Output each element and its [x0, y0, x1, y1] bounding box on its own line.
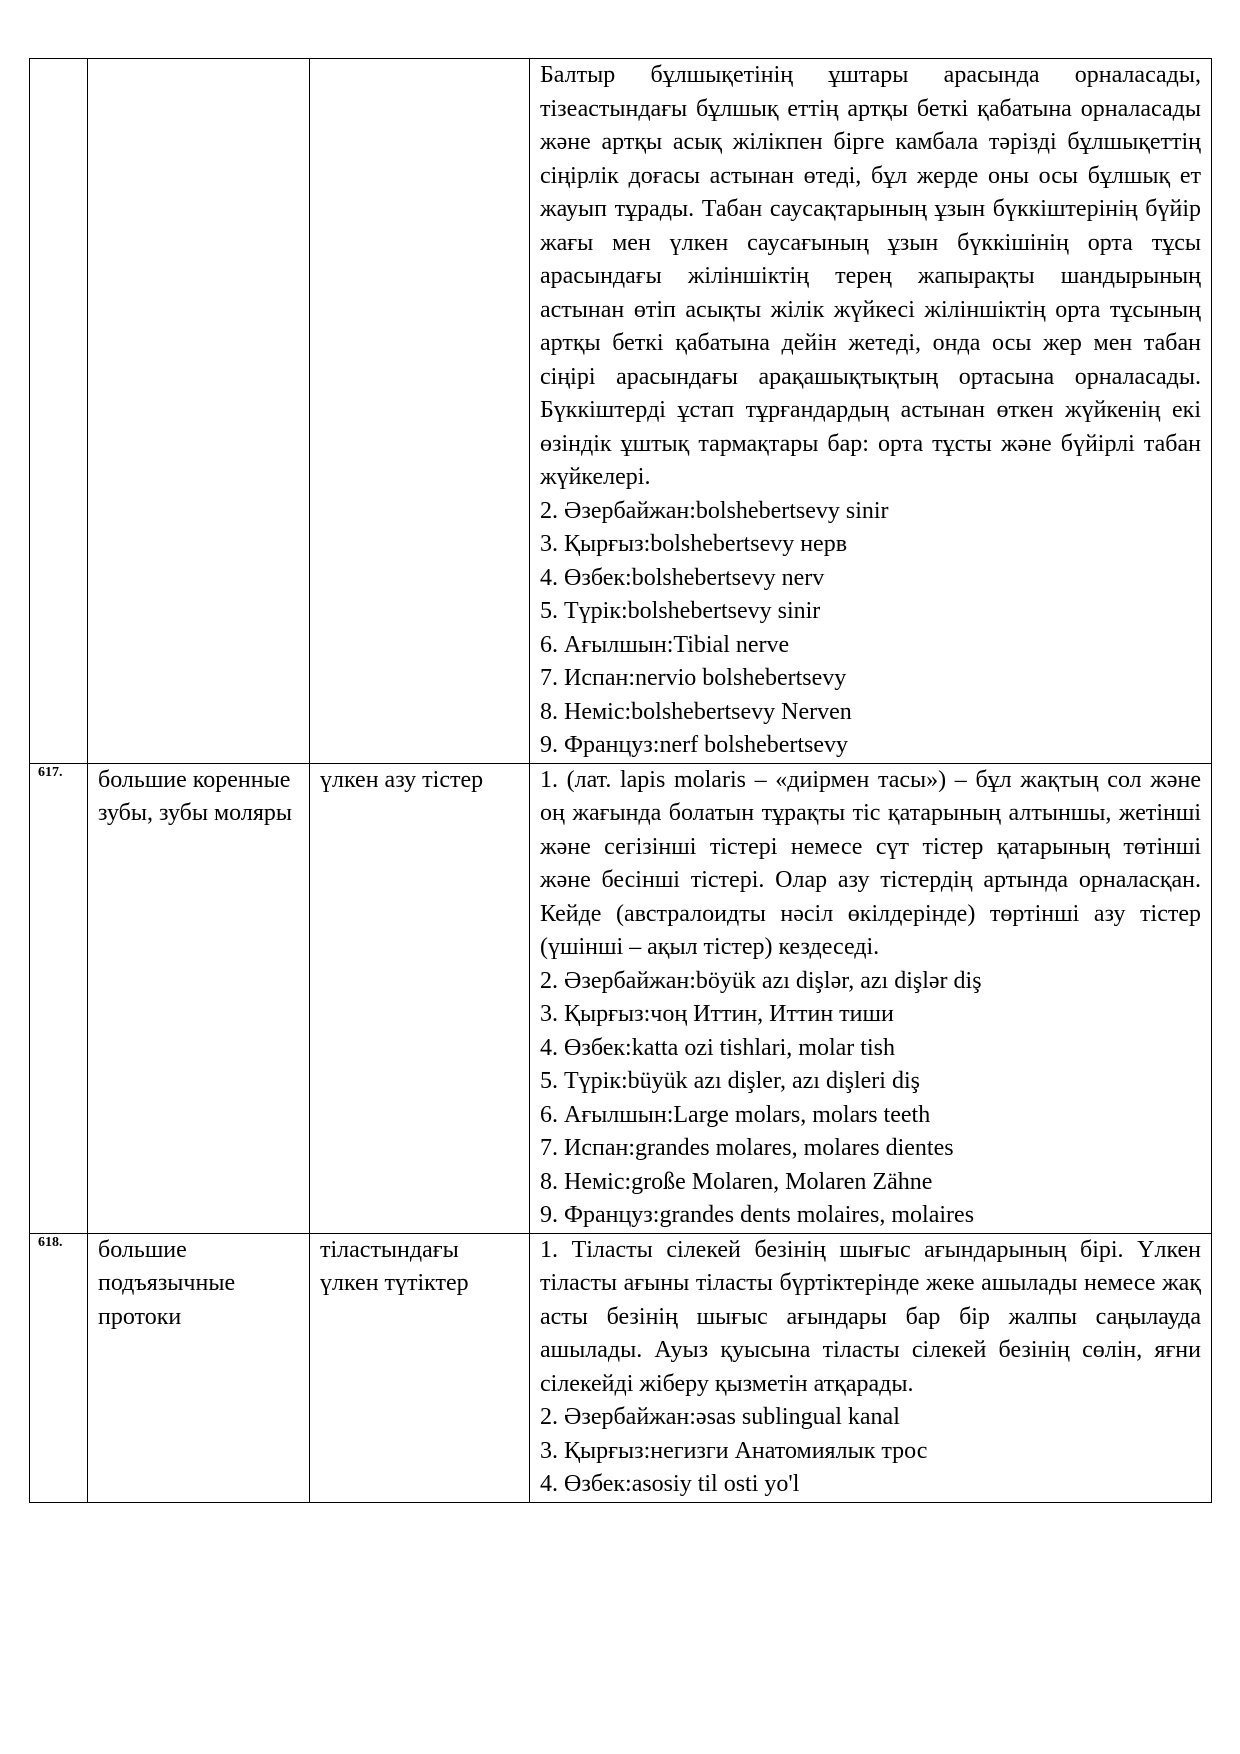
translation-line: 4. Өзбек:bolshebertsevy nerv: [540, 564, 825, 591]
glossary-body: [30, 59, 1212, 1503]
translation-line: 2. Әзербайжан:bolshebertsevy sinir: [540, 497, 889, 524]
table-row: [30, 763, 1212, 1233]
translation-line: 3. Қырғыз:bolshebertsevy нерв: [540, 531, 848, 557]
translation-line: 4. Өзбек:asosiy til osti yo'l: [540, 1471, 800, 1497]
translation-line: 3. Қырғыз:негизги Анатомиялык трос: [540, 1437, 928, 1464]
definition-cell: [530, 1233, 1212, 1502]
entry-number: [30, 59, 88, 764]
translation-line: 7. Испан:nervio bolshebertsevy: [540, 665, 847, 691]
translation-line: 3. Қырғыз:чоң Иттин, Иттин тиши: [540, 1001, 894, 1027]
definition-text: 1. Тіласты сілекей безінің шығыс ағындарының бірі. Үлкен тіласты ағыны тіласты бүртіктерінде жеке ашылады немесе жақ асты безінің шығыс ағындары бар бір жалпы саңылауда ашылады. Ауыз қуысына тіласты сілекей безінің сөлін, яғни сілекейді жіберу қызметін атқарады.: [540, 1236, 1201, 1397]
translation-line: 8. Неміс:große Molaren, Molaren Zähne: [540, 1168, 933, 1195]
kazakh-term: [310, 763, 530, 1233]
entry-number: 617.: [30, 763, 88, 1233]
russian-term: [88, 59, 310, 764]
glossary-table: [29, 58, 1212, 1503]
translation-line: 2. Әзербайжан:əsas sublingual kanal: [540, 1404, 900, 1430]
translation-line: 4. Өзбек:katta ozi tishlari, molar tish: [540, 1034, 895, 1061]
translation-line: 6. Ағылшын:Tibial nerve: [540, 631, 790, 658]
table-row: [30, 1233, 1212, 1502]
translation-line: 5. Түрік:büyük azı dişler, azı dişleri diş: [540, 1068, 920, 1094]
kazakh-term-text: үлкен азу тістер: [320, 766, 484, 793]
translation-line: 7. Испан:grandes molares, molares dientes: [540, 1135, 954, 1161]
table-row: [30, 59, 1212, 764]
translation-line: 9. Француз:grandes dents molaires, molaires: [540, 1202, 975, 1228]
translation-line: 9. Француз:nerf bolshebertsevy: [540, 732, 849, 758]
definition-cell: [530, 763, 1212, 1233]
translation-line: 2. Әзербайжан:böyük azı dişlər, azı dişlər diş: [540, 967, 982, 994]
translation-line: 6. Ағылшын:Large molars, molars teeth: [540, 1101, 931, 1128]
translation-line: 5. Түрік:bolshebertsevy sinir: [540, 598, 821, 624]
definition-text: Балтыр бұлшықетінің ұштары арасында орналасады, тізеастындағы бұлшық еттің артқы беткі қабатына орналасады және артқы асық жілікпен бірге камбала тәрізді бұлшықеттің сіңірлік доғасы астынан өтеді, бұл жерде оны осы бұлшық ет жауып тұрады. Табан саусақтарының ұзын бүккіштерінің бүйір жағы мен үлкен саусағының ұзын бүккішінің орта тұсы арасындағы жіліншіктің терең жапырақты шандырының астынан өтіп асықты жілік жүйкесі жіліншіктің орта тұсының артқы беткі қабатына дейін жетеді, онда осы жер мен табан сіңірі арасындағы арақашықтықтың ортасына орналасады. Бүккіштерді ұстап тұрғандардың астынан өткен жүйкенің екі өзіндік ұштық тармақтары бар: орта тұсты және бүйірлі табан жүйкелері.: [540, 62, 1201, 490]
entry-number: 618.: [30, 1233, 88, 1502]
definition-text: 1. (лат. lapis molaris – «диірмен тасы») – бұл жақтың сол және оң жағында болатын тұрақты тіс қатарының алтыншы, жетінші және сегізінші тістері немесе сүт тістер қатарының төтінші және бесінші тістері. Олар азу тістердің артында орналасқан. Кейде (австралоидты нәсіл өкілдерінде) төртінші азу тістер (үшінші – ақыл тістер) кездеседі.: [540, 766, 1201, 960]
definition-cell: [530, 59, 1212, 764]
russian-term: большие подъязычные протоки: [88, 1233, 310, 1502]
kazakh-term: тіластындағы үлкен түтіктер: [310, 1233, 530, 1502]
translation-line: 8. Неміс:bolshebertsevy Nerven: [540, 698, 852, 725]
kazakh-term: [310, 59, 530, 764]
russian-term: большие коренные зубы, зубы моляры: [88, 763, 310, 1233]
